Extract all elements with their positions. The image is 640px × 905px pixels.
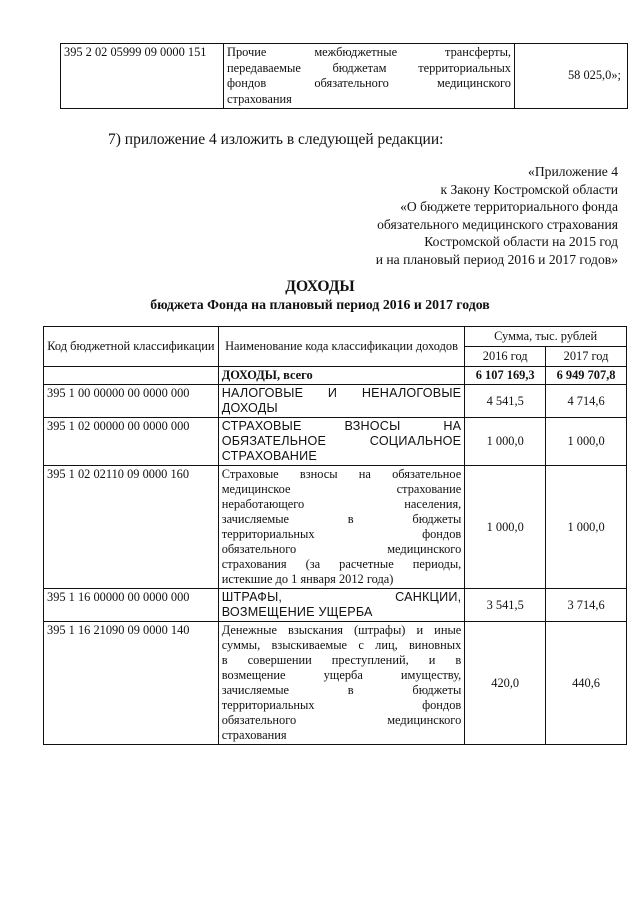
- document-subtitle: бюджета Фонда на плановый период 2016 и 2017 годов: [150, 297, 490, 312]
- name-line: в совершении преступлений, и в: [221, 653, 462, 667]
- table-row: [44, 418, 627, 466]
- name-line: территориальных фондов: [221, 698, 462, 712]
- name-line: Прочие межбюджетные трансферты,: [227, 45, 511, 59]
- name-line: СТРАХОВЫЕ ВЗНОСЫ НА: [221, 419, 462, 433]
- income-name-cell: [224, 44, 515, 109]
- table-row: [44, 466, 627, 589]
- budget-code-cell: 395 1 16 00000 00 0000 000: [44, 589, 219, 622]
- amount-2017-cell: 4 714,6: [546, 385, 627, 418]
- income-table: [43, 326, 627, 745]
- name-line: ДОХОДЫ: [221, 401, 278, 415]
- name-line: Страховые взносы на обязательное: [221, 467, 462, 481]
- budget-code-cell: 395 1 16 21090 09 0000 140: [44, 622, 219, 745]
- amount-2016-cell: 1 000,0: [465, 466, 546, 589]
- name-line: страхования (за расчетные периоды,: [221, 557, 462, 571]
- amount-2017-cell: 6 949 707,8: [546, 367, 627, 385]
- appendix-line: обязательного медицинского страхования: [377, 216, 618, 232]
- header-code: Код бюджетной классификации: [44, 327, 219, 367]
- header-sum: Сумма, тыс. рублей: [465, 327, 627, 347]
- name-line: истекшие до 1 января 2012 года): [221, 572, 394, 586]
- name-line: фондов обязательного медицинского: [227, 76, 511, 90]
- name-line: СТРАХОВАНИЕ: [221, 449, 317, 463]
- appendix-line: «О бюджете территориального фонда: [400, 199, 618, 214]
- budget-code-cell: 395 2 02 05999 09 0000 151: [61, 44, 224, 109]
- name-line: обязательного медицинского: [221, 542, 462, 556]
- amount-2016-cell: 420,0: [465, 622, 546, 745]
- appendix-line: к Закону Костромской области: [440, 181, 618, 197]
- name-line: ВОЗМЕЩЕНИЕ УЩЕРБА: [221, 605, 373, 619]
- name-line: НАЛОГОВЫЕ И НЕНАЛОГОВЫЕ: [221, 386, 462, 400]
- amount-2016-cell: 4 541,5: [465, 385, 546, 418]
- name-line: возмещение ущерба имуществу,: [221, 668, 462, 682]
- budget-code-cell: 395 1 02 02110 09 0000 160: [44, 466, 219, 589]
- amount-2016-cell: 6 107 169,3: [465, 367, 546, 385]
- name-line: медицинское страхование: [221, 482, 462, 496]
- income-name-cell: ДОХОДЫ, всего: [218, 367, 465, 385]
- table-header-row: [44, 327, 627, 347]
- table-row: [61, 44, 628, 109]
- amount-cell: 58 025,0»;: [515, 44, 628, 109]
- name-line: Денежные взыскания (штрафы) и иные: [221, 623, 462, 637]
- appendix-line: Костромской области на 2015 год: [424, 234, 618, 249]
- appendix-heading: [376, 163, 618, 268]
- income-name-cell: [218, 622, 465, 745]
- amount-2017-cell: 3 714,6: [546, 589, 627, 622]
- name-line: неработающего населения,: [221, 497, 462, 511]
- income-name-cell: [218, 418, 465, 466]
- budget-code-cell: 395 1 02 00000 00 0000 000: [44, 418, 219, 466]
- budget-code-cell: [44, 367, 219, 385]
- amount-2017-cell: 1 000,0: [546, 418, 627, 466]
- name-line: зачисляемые в бюджеты: [221, 512, 462, 526]
- amount-2017-cell: 440,6: [546, 622, 627, 745]
- name-line: страхования: [221, 728, 287, 742]
- name-line: передаваемые бюджетам территориальных: [227, 60, 511, 75]
- amount-2016-cell: 1 000,0: [465, 418, 546, 466]
- header-2016: 2016 год: [465, 347, 546, 367]
- amount-2016-cell: 3 541,5: [465, 589, 546, 622]
- appendix-line: и на плановый период 2016 и 2017 годов»: [375, 251, 618, 267]
- previous-table-continuation: [60, 43, 628, 109]
- table-row: [44, 622, 627, 745]
- income-name-cell: [218, 466, 465, 589]
- income-name-cell: [218, 589, 465, 622]
- name-line: страхования: [227, 91, 292, 106]
- income-name-cell: [218, 385, 465, 418]
- table-row-total: [44, 367, 627, 385]
- header-name: Наименование кода классификации доходов: [218, 327, 465, 367]
- document-title: ДОХОДЫ: [285, 278, 355, 295]
- table-row: [44, 385, 627, 418]
- appendix-line: «Приложение 4: [528, 164, 618, 179]
- table-row: [44, 589, 627, 622]
- name-line: ОБЯЗАТЕЛЬНОЕ СОЦИАЛЬНОЕ: [221, 434, 462, 448]
- name-line: территориальных фондов: [221, 527, 462, 541]
- budget-code-cell: 395 1 00 00000 00 0000 000: [44, 385, 219, 418]
- name-line: зачисляемые в бюджеты: [221, 683, 462, 697]
- amount-2017-cell: 1 000,0: [546, 466, 627, 589]
- amendment-text: 7) приложение 4 изложить в следующей редакции:: [108, 131, 444, 148]
- name-line: ШТРАФЫ, САНКЦИИ,: [221, 590, 462, 604]
- name-line: суммы, взыскиваемые с лиц, виновных: [221, 638, 462, 652]
- header-2017: 2017 год: [546, 347, 627, 367]
- name-line: обязательного медицинского: [221, 713, 462, 727]
